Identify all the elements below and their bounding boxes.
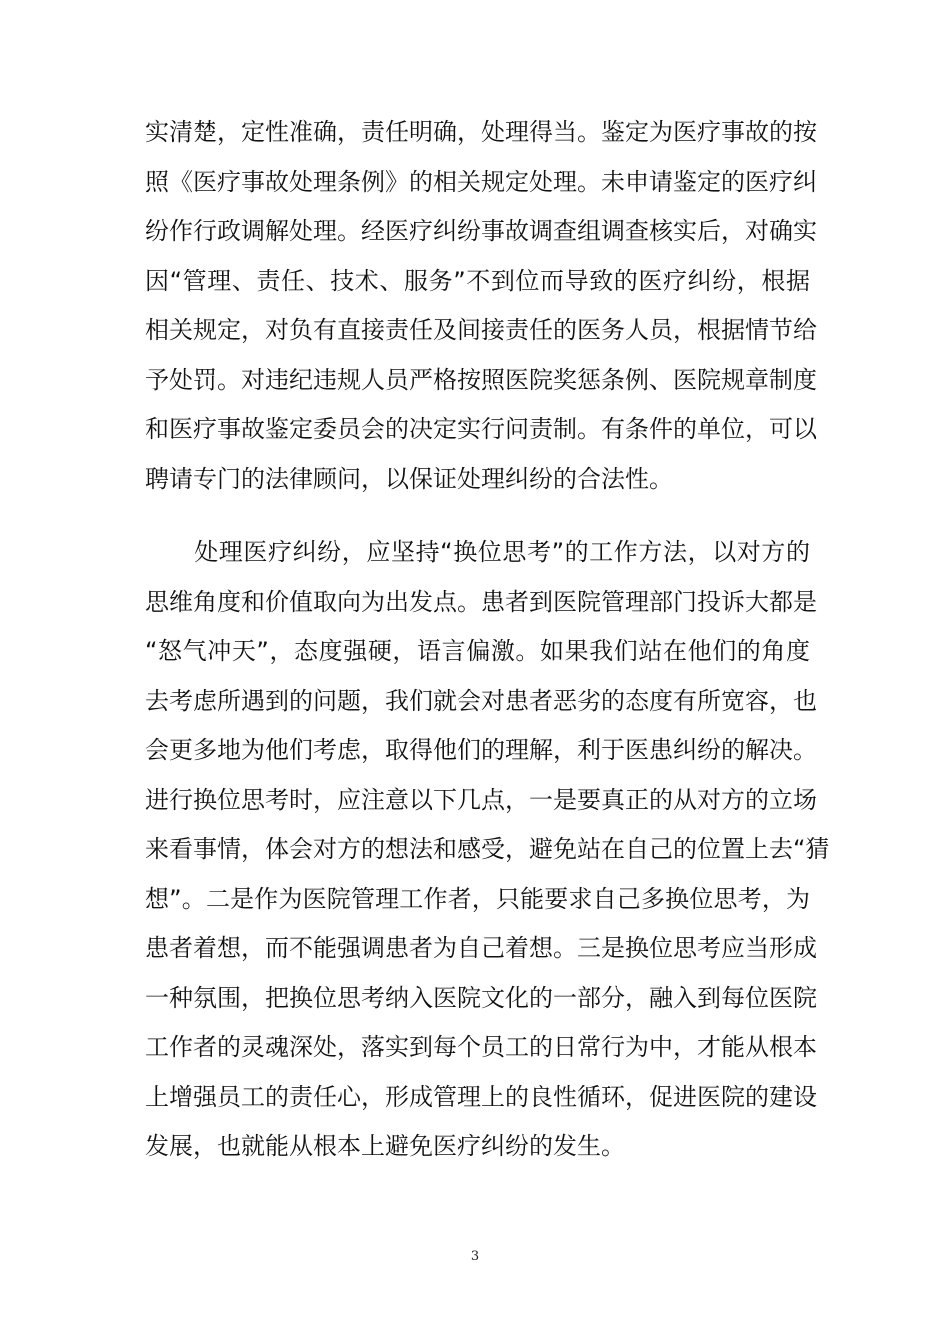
paragraph-1 xyxy=(145,108,817,504)
text-line: 工作者的灵魂深处，落实到每个员工的日常行为中，才能从根本 xyxy=(145,1033,817,1061)
text-line: 予处罚。对违纪违规人员严格按照医院奖惩条例、医院规章制度 xyxy=(145,365,817,394)
page-number: 3 xyxy=(470,1249,480,1264)
text-line: 发展，也就能从根本上避免医疗纠纷的发生。 xyxy=(145,1132,625,1160)
text-line: 来看事情，体会对方的想法和感受，避免站在自己的位置上去“猜 xyxy=(145,835,830,863)
text-line: 会更多地为他们考虑，取得他们的理解，利于医患纠纷的解决。 xyxy=(145,736,817,764)
text-line: 纷作行政调解处理。经医疗纠纷事故调查组调查核实后，对确实 xyxy=(145,217,817,245)
text-line: 相关规定，对负有直接责任及间接责任的医务人员，根据情节给 xyxy=(145,316,817,344)
text-line: 聘请专门的法律顾问，以保证处理纠纷的合法性。 xyxy=(145,464,673,493)
text-line: 照《医疗事故处理条例》的相关规定处理。未申请鉴定的医疗纠 xyxy=(145,167,817,196)
text-line: 去考虑所遇到的问题，我们就会对患者恶劣的态度有所宽容，也 xyxy=(145,686,817,715)
paragraph-2 xyxy=(145,528,830,1172)
text-line: 一种氛围，把换位思考纳入医院文化的一部分，融入到每位医院 xyxy=(145,983,817,1012)
text-line: 进行换位思考时，应注意以下几点，一是要真正的从对方的立场 xyxy=(145,785,817,814)
text-line: 患者着想，而不能强调患者为自己着想。三是换位思考应当形成 xyxy=(145,934,817,962)
text-line: 因“管理、责任、技术、服务”不到位而导致的医疗纠纷，根据 xyxy=(145,266,810,295)
text-line: “怒气冲天”，态度强硬，语言偏激。如果我们站在他们的角度 xyxy=(145,637,810,665)
text-line: 想”。二是作为医院管理工作者，只能要求自己多换位思考，为 xyxy=(145,884,810,913)
text-line: 实清楚，定性准确，责任明确，处理得当。鉴定为医疗事故的按 xyxy=(145,118,817,146)
text-line: 上增强员工的责任心，形成管理上的良性循环，促进医院的建设 xyxy=(145,1082,817,1111)
text-line: 思维角度和价值取向为出发点。患者到医院管理部门投诉大都是 xyxy=(145,587,817,616)
text-line: 处理医疗纠纷，应坚持“换位思考”的工作方法，以对方的 xyxy=(145,538,810,566)
text-line: 和医疗事故鉴定委员会的决定实行问责制。有条件的单位，可以 xyxy=(145,415,817,443)
